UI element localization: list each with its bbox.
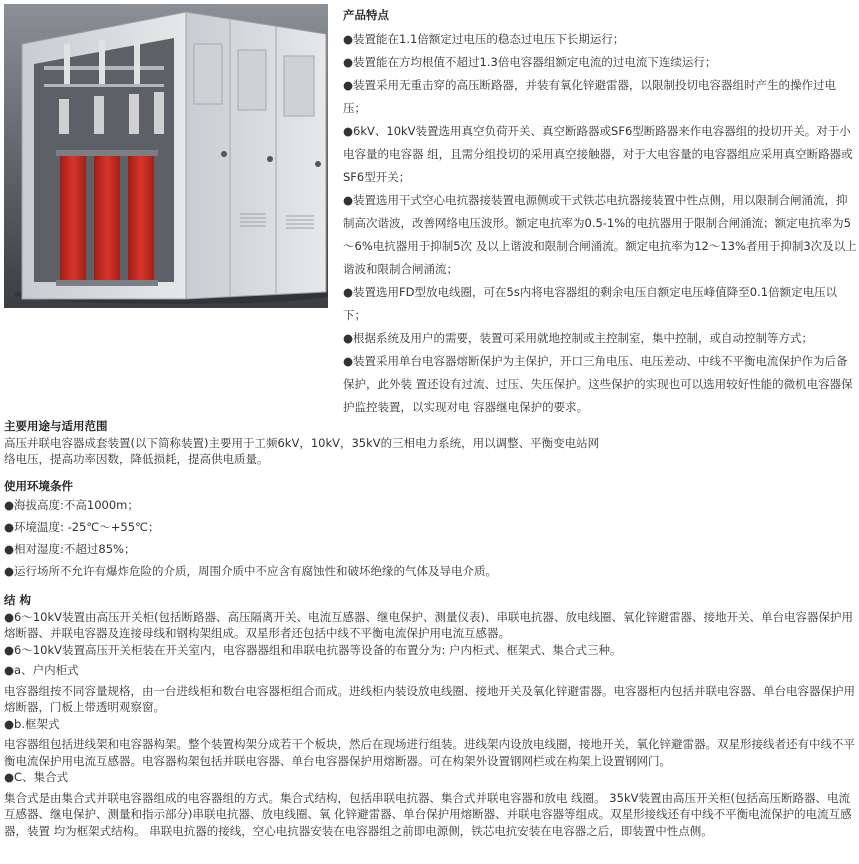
feature-item: ●装置采用单台电容器熔断保护为主保护，开口三角电压、电压差动、中线不平衡电流保护作为后备保护，此外装 置还设有过流、过压、失压保护。这些保护的实现也可以选用较好性能的微机电容器保护监控装置，以实现对电 容器继电保护的要求。 xyxy=(343,354,853,414)
environment-item: ●环境温度: -25℃～+55℃； xyxy=(4,520,160,534)
feature-item: ●装置选用FD型放电线圈，可在5s内将电容器组的剩余电压自额定电压峰值降至0.1倍额定电压以下； xyxy=(343,285,838,322)
features-section xyxy=(343,7,857,419)
structure-text-b: 电容器组包括进线架和电容器构架。整个装置构架分成若干个板块，然后在现场进行组装。进线架内设放电线圈，接地开关，氧化锌避雷器。双星形接线者还有中线不平衡电流保护用电流互感器。电容器构架包括并联电容器、单台电容器保护用熔断器。可在构架外设置钢网栏或在构架上设置钢网门。 xyxy=(4,737,855,768)
feature-item: ●装置能在1.1倍额定过电压的稳态过电压下长期运行； xyxy=(343,32,625,46)
structure-text-c: 集合式是由集合式并联电容器组成的电容器组的方式。集合式结构，包括串联电抗器、集合式并联电容器和放电 线圈。 35kV装置由高压开关柜(包括高压断路器、电流互感器、继电保护、测量和指示部分)串联电抗器、放电线圈、氧 化锌避雷器、单台保护用熔断器、并联电容器等组成。双星形接线还有中线不平衡电流保护的电流互感器，装置 均为框架式结构。 串联电抗器的接线，空心电抗器安装在电容器组之前即电源侧，铁芯电抗安装在电容器之后，即装置中性点侧。 xyxy=(4,790,852,838)
structure-subtitle-b: ●b.框架式 xyxy=(4,716,60,731)
structure-text-a: 电容器组按不同容量规格，由一台进线柜和数台电容器柜组合而成。进线柜内装设放电线圈、接地开关及氧化锌避雷器。电容器柜内包括并联电容器、单台电容器保护用熔断器，门板上带透明观察窗。 xyxy=(4,683,855,714)
structure-subtitle-c: ●C、集合式 xyxy=(4,770,69,784)
environment-title: 使用环境条件 xyxy=(4,478,73,493)
structure-item: ●6～10kV装置高压开关柜装在开关室内，电容器器组和串联电抗器等设备的布置分为: 户内柜式、框架式、集合式三种。 xyxy=(4,642,622,657)
environment-item: ●运行场所不允许有爆炸危险的介质，周围介质中不应含有腐蚀性和破坏绝缘的气体及导电介质。 xyxy=(4,564,498,578)
environment-item: ●海拔高度:不高1000m； xyxy=(4,498,139,512)
features-title: 产品特点 xyxy=(343,8,389,22)
usage-title: 主要用途与适用范围 xyxy=(4,419,108,433)
structure-title: 结 构 xyxy=(4,593,32,607)
structure-subtitle-a: ●a、户内柜式 xyxy=(4,663,79,677)
feature-item: ●装置采用无重击穿的高压断路器，并装有氧化锌避雷器，以限制投切电容器组时产生的操作过电压； xyxy=(343,78,837,115)
lower-content xyxy=(4,418,856,839)
product-photo xyxy=(4,4,328,308)
feature-item: ●装置能在方均根值不超过1.3倍电容器组额定电流的过电流下连续运行； xyxy=(343,55,717,69)
feature-item: ●装置选用干式空心电抗器接装置电源侧或干式铁芯电抗器接装置中性点侧，用以限制合闸涌流，抑制高次谐波，改善网络电压波形。额定电抗率为0.5-1%的电抗器用于限制合闸涌流；额定电抗率为5～6%电抗器用于抑制5次 及以上谐波和限制合闸涌流。额定电抗率为12～13%者用于抑制3次及以上谐波和限制合闸涌流； xyxy=(343,193,857,276)
feature-item: ●6kV、10kV装置选用真空负荷开关、真空断路器或SF6型断路器来作电容器组的投切开关。对于小电容量的电容器 组，且需分组投切的采用真空接触器，对于大电容量的电容器组应采用真空断路器或SF6型开关； xyxy=(343,124,853,184)
environment-item: ●相对湿度:不超过85%； xyxy=(4,542,136,556)
usage-text-line: 高压并联电容器成套装置(以下简称装置)主要用于工频6kV，10kV，35kV的三相电力系统，用以调整、平衡变电站网 xyxy=(4,435,600,450)
usage-text-line: 络电压，提高功率因数，降低损耗，提高供电质量。 xyxy=(4,452,269,466)
structure-item: ●6～10kV装置由高压开关柜(包括断路器、高压隔离开关、电流互感器、继电保护、测量仪表)、串联电抗器、放电线圈、氧化锌避雷器、接地开关、单台电容器保护用熔断器、并联电容器及连接母线和钢构架组成。双星形者还包括中线不平衡电流保护用电流互感器。 xyxy=(4,609,853,640)
feature-item: ●根据系统及用户的需要，装置可采用就地控制或主控制室，集中控制，或自动控制等方式； xyxy=(343,331,814,345)
